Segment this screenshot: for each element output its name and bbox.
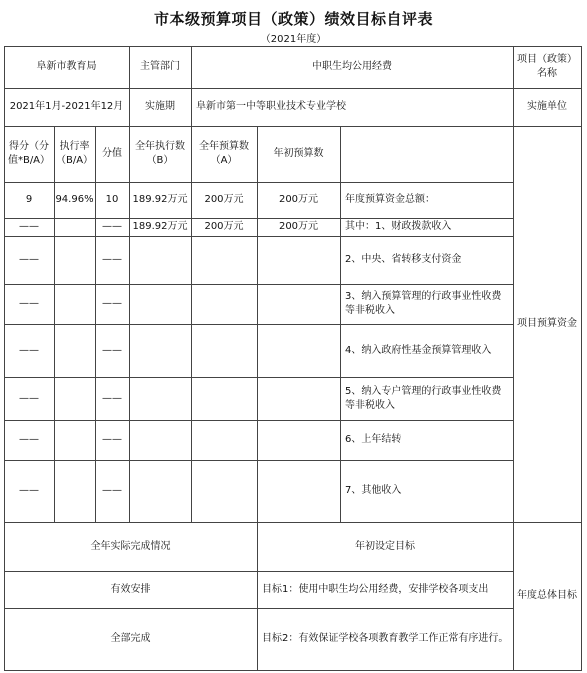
goal-completion: 全部完成 [110,633,151,644]
implementation-period-value: 2021年1月-2021年12月 [9,101,124,112]
budget-row-full [191,377,257,420]
budget-row-annual [257,460,340,522]
budget-row-weight: —— [102,392,122,404]
budget-row-label: 6、上年结转 [345,434,402,445]
exec-rate-header: 执行率（B/A） [55,141,94,166]
budget-row-exec: 189.92万元 [132,194,188,205]
budget-row-annual [257,420,340,460]
budget-row-label: 7、其他收入 [345,485,402,496]
budget-row-weight: —— [102,254,122,265]
budget-row-score: —— [19,434,39,445]
full-year-budget-header: 全年预算数（A） [199,141,249,166]
budget-row-label: 2、中央、省转移支付资金 [345,254,462,265]
budget-row-score: —— [19,254,39,265]
budget-row-full [191,284,257,324]
budget-row-label: 3、纳入预算管理的行政事业性收费等非税收入 [345,291,502,316]
annual-goals-label: 年度总体目标 [517,590,577,601]
budget-row-label: 其中：1、财政拨款收入 [345,221,452,232]
budget-row-rate [54,284,95,324]
competent-dept-label: 主管部门 [140,61,180,72]
budget-row-rate [54,236,95,284]
budget-row-annual: 200万元 [278,221,319,232]
budget-row-exec [129,420,191,460]
annual-budget-header: 年初预算数 [273,148,324,159]
budget-row-full [191,324,257,377]
budget-row-score: 9 [25,194,33,205]
budget-row-rate [54,324,95,377]
budget-row-exec [129,324,191,377]
budget-row-exec: 189.92万元 [132,221,188,232]
budget-row-score: —— [19,221,39,232]
goal-completion: 有效安排 [110,583,151,595]
budget-row-annual [257,324,340,377]
budget-row-full [191,420,257,460]
project-funds-label: 项目预算资金 [517,318,577,329]
budget-row-rate: 94.96% [55,194,94,205]
score-weight-header: 分值 [102,148,122,159]
budget-row-weight: 10 [105,194,119,205]
budget-row-exec [129,377,191,420]
budget-row-label: 年度预算资金总额： [345,194,435,205]
budget-row-full: 200万元 [204,194,244,205]
page-title: 市本级预算项目（政策）绩效目标自评表 [153,10,433,28]
budget-row-annual [257,284,340,324]
budget-row-score: —— [19,344,39,356]
budget-row-weight: —— [102,221,122,232]
budget-row-score: —— [19,485,39,496]
budget-row-score: —— [19,392,39,404]
budget-row-label: 4、纳入政府性基金预算管理收入 [345,344,492,356]
budget-row-annual [257,377,340,420]
budget-row-full: 200万元 [204,221,244,232]
implementing-unit-label: 实施单位 [527,101,567,112]
budget-row-exec [129,236,191,284]
competent-dept-value: 阜新市教育局 [36,61,97,72]
project-name-value: 中职生均公用经费 [312,61,392,72]
budget-row-weight: —— [102,434,122,445]
budget-row-full [191,460,257,522]
implementation-period-label: 实施期 [145,101,175,112]
budget-row-annual: 200万元 [278,194,319,205]
budget-row-exec [129,284,191,324]
budget-row-rate [54,460,95,522]
evaluation-table [4,46,581,670]
full-year-exec-header: 全年执行数（B） [135,141,185,166]
budget-row-weight: —— [102,344,122,356]
budget-row-full [191,236,257,284]
budget-row-exec [129,460,191,522]
project-name-label: 项目（政策）名称 [517,54,577,79]
set-goals-header: 年初设定目标 [355,540,415,552]
goal-target: 目标1：使用中职生均公用经费，安排学校各项支出 [262,583,489,595]
score-header: 得分（分值*B/A） [7,141,51,166]
budget-row-rate [54,377,95,420]
budget-row-label: 5、纳入专户管理的行政事业性收费等非税收入 [345,385,502,411]
budget-row-weight: —— [102,298,122,309]
budget-row-rate [54,420,95,460]
actual-completion-header: 全年实际完成情况 [90,540,171,552]
budget-row-weight: —— [102,485,122,496]
budget-row-annual [257,236,340,284]
budget-row-rate [54,218,95,236]
page-subtitle: （2021年度） [260,34,327,45]
goal-target: 目标2：有效保证学校各项教育教学工作正常有序进行。 [262,633,509,644]
implementing-unit-value: 阜新市第一中等职业技术专业学校 [196,101,346,112]
budget-row-score: —— [19,298,39,309]
